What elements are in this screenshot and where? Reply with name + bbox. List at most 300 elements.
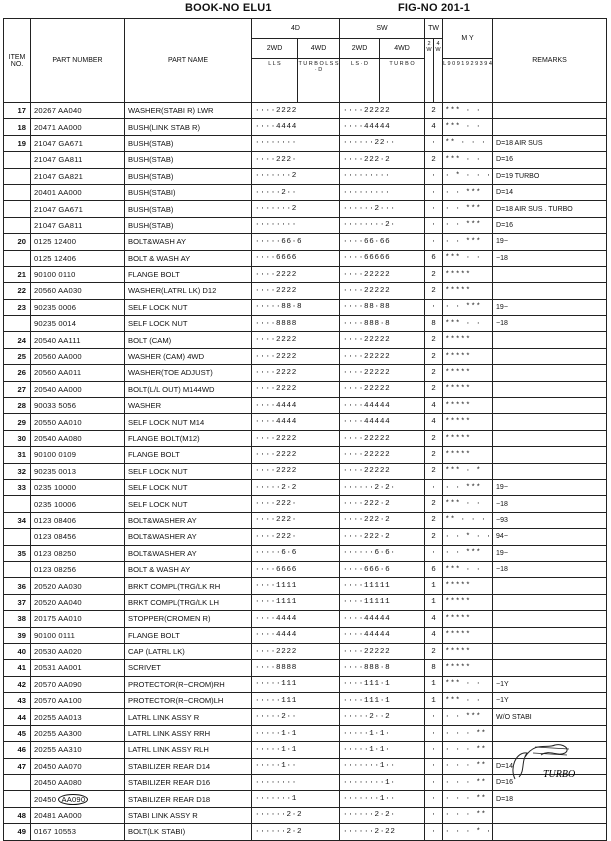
qty-4d: ····2222 bbox=[252, 381, 340, 397]
qty-sw: ····222·2 bbox=[340, 496, 425, 512]
model-years: *** · · bbox=[443, 250, 493, 266]
item-number: 38 bbox=[4, 611, 31, 627]
model-years: ***** bbox=[443, 381, 493, 397]
table-row bbox=[4, 807, 607, 823]
model-years: ***** bbox=[443, 283, 493, 299]
remarks: 19− bbox=[493, 545, 607, 561]
qty-tw: 2 bbox=[425, 266, 443, 282]
part-name: FLANGE BOLT(M12) bbox=[125, 430, 252, 446]
part-name: BOLT(LK STABI) bbox=[125, 824, 252, 840]
qty-4d: ·····1·· bbox=[252, 758, 340, 774]
item-number: 24 bbox=[4, 332, 31, 348]
table-row bbox=[4, 463, 607, 479]
qty-sw: ····666·6 bbox=[340, 561, 425, 577]
col-sw-4wd: 4WD bbox=[380, 39, 425, 59]
model-years: · · *** bbox=[443, 545, 493, 561]
remarks bbox=[493, 430, 607, 446]
part-name: SELF LOCK NUT bbox=[125, 479, 252, 495]
qty-tw: · bbox=[425, 168, 443, 184]
part-number: 0123 08406 bbox=[31, 512, 125, 528]
item-number: 45 bbox=[4, 725, 31, 741]
parts-table bbox=[3, 18, 607, 841]
part-number: 20471 AA000 bbox=[31, 119, 125, 135]
item-number bbox=[4, 168, 31, 184]
part-name: LATRL LINK ASSY R bbox=[125, 709, 252, 725]
model-years: *** · · bbox=[443, 316, 493, 332]
remarks bbox=[493, 627, 607, 643]
qty-4d: ·······2 bbox=[252, 168, 340, 184]
qty-tw: · bbox=[425, 201, 443, 217]
col-tw-4w: 4 W bbox=[434, 39, 443, 103]
qty-tw: 1 bbox=[425, 578, 443, 594]
part-name: BOLT&WASHER AY bbox=[125, 529, 252, 545]
model-years: ***** bbox=[443, 643, 493, 659]
part-number: 0123 08250 bbox=[31, 545, 125, 561]
qty-4d: ····222· bbox=[252, 529, 340, 545]
qty-4d: ····4444 bbox=[252, 398, 340, 414]
qty-sw: ····22222 bbox=[340, 348, 425, 364]
qty-4d: ····2222 bbox=[252, 463, 340, 479]
qty-tw: · bbox=[425, 479, 443, 495]
model-years: · · · * · bbox=[443, 824, 493, 840]
remarks bbox=[493, 660, 607, 676]
part-name: CAP (LATRL LK) bbox=[125, 643, 252, 659]
qty-sw: ····22222 bbox=[340, 103, 425, 119]
part-name: LATRL LINK ASSY RLH bbox=[125, 742, 252, 758]
item-number: 32 bbox=[4, 463, 31, 479]
col-4d-2wd-variants: L L S bbox=[252, 59, 298, 103]
part-name: STABILIZER REAR D16 bbox=[125, 775, 252, 791]
table-row bbox=[4, 660, 607, 676]
qty-4d: ·····2·· bbox=[252, 184, 340, 200]
table-row bbox=[4, 824, 607, 840]
qty-sw: ····44444 bbox=[340, 119, 425, 135]
qty-4d: ····1111 bbox=[252, 578, 340, 594]
remarks: D=18 AIR SUS . TURBO bbox=[493, 201, 607, 217]
remarks: −18 bbox=[493, 561, 607, 577]
remarks: −1Y bbox=[493, 676, 607, 692]
item-number: 47 bbox=[4, 758, 31, 774]
model-years: · · *** bbox=[443, 201, 493, 217]
item-number: 19 bbox=[4, 135, 31, 151]
qty-4d: ·····66·6 bbox=[252, 234, 340, 250]
model-years: *** · · bbox=[443, 119, 493, 135]
qty-4d: ·····111 bbox=[252, 693, 340, 709]
qty-sw: ······22·· bbox=[340, 135, 425, 151]
qty-tw: · bbox=[425, 824, 443, 840]
qty-4d: ····222· bbox=[252, 512, 340, 528]
remarks bbox=[493, 643, 607, 659]
part-name: BUSH(STAB) bbox=[125, 168, 252, 184]
qty-sw: ·····1·1· bbox=[340, 725, 425, 741]
qty-sw: ····22222 bbox=[340, 447, 425, 463]
col-group-my: M Y bbox=[443, 19, 493, 59]
item-number: 23 bbox=[4, 299, 31, 315]
qty-tw: 2 bbox=[425, 332, 443, 348]
item-number: 37 bbox=[4, 594, 31, 610]
table-row bbox=[4, 266, 607, 282]
item-number: 34 bbox=[4, 512, 31, 528]
part-name: BUSH(STABI) bbox=[125, 184, 252, 200]
qty-tw: 2 bbox=[425, 103, 443, 119]
qty-tw: 6 bbox=[425, 250, 443, 266]
part-number: 0125 12400 bbox=[31, 234, 125, 250]
qty-tw: 6 bbox=[425, 561, 443, 577]
part-number: 20267 AA040 bbox=[31, 103, 125, 119]
item-number: 42 bbox=[4, 676, 31, 692]
remarks: 94− bbox=[493, 529, 607, 545]
qty-4d: ····1111 bbox=[252, 594, 340, 610]
qty-4d: ········ bbox=[252, 135, 340, 151]
item-number: 29 bbox=[4, 414, 31, 430]
qty-sw: ····111·1 bbox=[340, 693, 425, 709]
remarks bbox=[493, 348, 607, 364]
table-row bbox=[4, 496, 607, 512]
table-row bbox=[4, 152, 607, 168]
qty-tw: 2 bbox=[425, 529, 443, 545]
item-number: 36 bbox=[4, 578, 31, 594]
part-number: 20450 AA070 bbox=[31, 758, 125, 774]
qty-tw: · bbox=[425, 234, 443, 250]
qty-sw: ·····1·1· bbox=[340, 742, 425, 758]
remarks bbox=[493, 578, 607, 594]
remarks: D=16 bbox=[493, 152, 607, 168]
qty-tw: · bbox=[425, 545, 443, 561]
qty-tw: 1 bbox=[425, 594, 443, 610]
remarks: 19− bbox=[493, 234, 607, 250]
col-remarks: REMARKS bbox=[493, 19, 607, 103]
qty-4d: ····2222 bbox=[252, 430, 340, 446]
qty-sw: ····66·66 bbox=[340, 234, 425, 250]
remarks: 19− bbox=[493, 299, 607, 315]
qty-sw: ····222·2 bbox=[340, 529, 425, 545]
remarks: D=14 bbox=[493, 184, 607, 200]
item-number: 43 bbox=[4, 693, 31, 709]
handwritten-annotation bbox=[505, 727, 577, 787]
model-years: *** · · bbox=[443, 152, 493, 168]
model-years: ***** bbox=[443, 447, 493, 463]
qty-sw: ····22222 bbox=[340, 365, 425, 381]
part-name: STABI LINK ASSY R bbox=[125, 807, 252, 823]
qty-4d: ····2222 bbox=[252, 283, 340, 299]
remarks: D=18 AIR SUS bbox=[493, 135, 607, 151]
qty-tw: · bbox=[425, 135, 443, 151]
col-part-number: PART NUMBER bbox=[31, 19, 125, 103]
remarks bbox=[493, 807, 607, 823]
part-name: WASHER(STABI R) LWR bbox=[125, 103, 252, 119]
model-years: ** · · · bbox=[443, 135, 493, 151]
table-row bbox=[4, 283, 607, 299]
qty-sw: ····44444 bbox=[340, 414, 425, 430]
item-number: 44 bbox=[4, 709, 31, 725]
qty-4d: ········ bbox=[252, 775, 340, 791]
item-number bbox=[4, 496, 31, 512]
remarks bbox=[493, 381, 607, 397]
part-name: BUSH(STAB) bbox=[125, 135, 252, 151]
qty-tw: · bbox=[425, 791, 443, 807]
part-name: SELF LOCK NUT M14 bbox=[125, 414, 252, 430]
model-years: ** · · · bbox=[443, 512, 493, 528]
table-row bbox=[4, 234, 607, 250]
table-row bbox=[4, 365, 607, 381]
item-number: 18 bbox=[4, 119, 31, 135]
part-number: 21047 GA811 bbox=[31, 152, 125, 168]
table-row bbox=[4, 381, 607, 397]
qty-tw: 2 bbox=[425, 365, 443, 381]
item-number: 22 bbox=[4, 283, 31, 299]
qty-tw: · bbox=[425, 725, 443, 741]
model-years: ***** bbox=[443, 266, 493, 282]
item-number: 46 bbox=[4, 742, 31, 758]
part-number: 0125 12406 bbox=[31, 250, 125, 266]
part-number: 20540 AA111 bbox=[31, 332, 125, 348]
qty-sw: ········· bbox=[340, 184, 425, 200]
table-row bbox=[4, 479, 607, 495]
remarks: −18 bbox=[493, 496, 607, 512]
qty-tw: · bbox=[425, 758, 443, 774]
model-years: ***** bbox=[443, 430, 493, 446]
item-number: 26 bbox=[4, 365, 31, 381]
table-row bbox=[4, 135, 607, 151]
model-years: · · · ** bbox=[443, 775, 493, 791]
model-years: · · · ** bbox=[443, 725, 493, 741]
part-name: BOLT&WASHER AY bbox=[125, 545, 252, 561]
qty-tw: · bbox=[425, 742, 443, 758]
part-name: BRKT COMPL(TRG/LK RH bbox=[125, 578, 252, 594]
qty-4d: ····2222 bbox=[252, 365, 340, 381]
part-name: BUSH(STAB) bbox=[125, 152, 252, 168]
part-name: BOLT & WASH AY bbox=[125, 250, 252, 266]
item-number bbox=[4, 529, 31, 545]
item-number: 21 bbox=[4, 266, 31, 282]
part-number: 20255 AA013 bbox=[31, 709, 125, 725]
col-4d-2wd: 2WD bbox=[252, 39, 298, 59]
qty-sw: ····44444 bbox=[340, 611, 425, 627]
model-years: · · *** bbox=[443, 299, 493, 315]
part-number: 20570 AA100 bbox=[31, 693, 125, 709]
part-number: 90235 0006 bbox=[31, 299, 125, 315]
item-number: 40 bbox=[4, 643, 31, 659]
part-number: 0235 10006 bbox=[31, 496, 125, 512]
table-row bbox=[4, 316, 607, 332]
model-years: *** · · bbox=[443, 693, 493, 709]
remarks: D=16 bbox=[493, 775, 607, 791]
part-number: 20560 AA000 bbox=[31, 348, 125, 364]
model-years: · · *** bbox=[443, 709, 493, 725]
qty-4d: ····4444 bbox=[252, 414, 340, 430]
qty-4d: ····2222 bbox=[252, 348, 340, 364]
remarks bbox=[493, 611, 607, 627]
table-row bbox=[4, 561, 607, 577]
qty-4d: ····222· bbox=[252, 152, 340, 168]
qty-4d: ····4444 bbox=[252, 627, 340, 643]
item-number: 25 bbox=[4, 348, 31, 364]
qty-4d: ·······1 bbox=[252, 791, 340, 807]
part-name: BRKT COMPL(TRG/LK LH bbox=[125, 594, 252, 610]
model-years: *** · · bbox=[443, 676, 493, 692]
table-row bbox=[4, 529, 607, 545]
qty-4d: ······2·2 bbox=[252, 807, 340, 823]
qty-sw: ······6·6· bbox=[340, 545, 425, 561]
qty-4d: ·····111 bbox=[252, 676, 340, 692]
remarks: 19− bbox=[493, 479, 607, 495]
table-row bbox=[4, 578, 607, 594]
item-number bbox=[4, 316, 31, 332]
part-number: 20175 AA010 bbox=[31, 611, 125, 627]
qty-sw: ····22222 bbox=[340, 283, 425, 299]
qty-4d: ·····88·8 bbox=[252, 299, 340, 315]
part-name: BOLT&WASH AY bbox=[125, 234, 252, 250]
table-row bbox=[4, 201, 607, 217]
table-row bbox=[4, 332, 607, 348]
model-years: · · · ** bbox=[443, 742, 493, 758]
part-name: BUSH(STAB) bbox=[125, 201, 252, 217]
remarks bbox=[493, 332, 607, 348]
part-name: BUSH(STAB) bbox=[125, 217, 252, 233]
qty-tw: 1 bbox=[425, 676, 443, 692]
table-row bbox=[4, 348, 607, 364]
item-number: 30 bbox=[4, 430, 31, 446]
qty-sw: ····22222 bbox=[340, 332, 425, 348]
table-row bbox=[4, 693, 607, 709]
qty-tw: · bbox=[425, 184, 443, 200]
table-row bbox=[4, 512, 607, 528]
col-group-4d: 4D bbox=[252, 19, 340, 39]
qty-4d: ·······2 bbox=[252, 201, 340, 217]
qty-4d: ····6666 bbox=[252, 250, 340, 266]
model-years: ***** bbox=[443, 332, 493, 348]
model-years: ***** bbox=[443, 414, 493, 430]
part-name: SELF LOCK NUT bbox=[125, 316, 252, 332]
part-name: LATRL LINK ASSY RRH bbox=[125, 725, 252, 741]
item-number: 49 bbox=[4, 824, 31, 840]
qty-sw: ····22222 bbox=[340, 463, 425, 479]
part-number: 20255 AA310 bbox=[31, 742, 125, 758]
table-row bbox=[4, 791, 607, 807]
part-number: 20450 AA080 bbox=[31, 775, 125, 791]
model-years: · · · ** bbox=[443, 758, 493, 774]
part-number: 90100 0109 bbox=[31, 447, 125, 463]
part-number: 0123 08256 bbox=[31, 561, 125, 577]
model-years: · · *** bbox=[443, 479, 493, 495]
qty-tw: 2 bbox=[425, 643, 443, 659]
part-number: 0167 10553 bbox=[31, 824, 125, 840]
qty-4d: ·····2·2 bbox=[252, 479, 340, 495]
table-row bbox=[4, 430, 607, 446]
table-row bbox=[4, 545, 607, 561]
item-number bbox=[4, 775, 31, 791]
qty-4d: ····2222 bbox=[252, 447, 340, 463]
col-sw-2wd-variants: L S · D bbox=[340, 59, 380, 103]
remarks: −18 bbox=[493, 316, 607, 332]
part-name: SELF LOCK NUT bbox=[125, 496, 252, 512]
qty-tw: 2 bbox=[425, 447, 443, 463]
qty-sw: ····66666 bbox=[340, 250, 425, 266]
col-item-no: ITEM NO. bbox=[4, 19, 31, 103]
remarks: −1Y bbox=[493, 693, 607, 709]
qty-sw: ····11111 bbox=[340, 594, 425, 610]
col-sw-4wd-variants: T U R B O bbox=[380, 59, 425, 103]
model-years: · · · ** bbox=[443, 791, 493, 807]
remarks bbox=[493, 266, 607, 282]
model-years: · · *** bbox=[443, 217, 493, 233]
table-row bbox=[4, 709, 607, 725]
col-tw-2w: 2 W bbox=[425, 39, 434, 103]
qty-sw: ·····2··2 bbox=[340, 709, 425, 725]
model-years: ***** bbox=[443, 365, 493, 381]
item-number bbox=[4, 791, 31, 807]
qty-tw: · bbox=[425, 775, 443, 791]
col-group-tw: TW bbox=[425, 19, 443, 39]
qty-4d: ····222· bbox=[252, 496, 340, 512]
qty-tw: · bbox=[425, 299, 443, 315]
part-name: SELF LOCK NUT bbox=[125, 463, 252, 479]
qty-sw: ····88·88 bbox=[340, 299, 425, 315]
part-name: BOLT&WASHER AY bbox=[125, 512, 252, 528]
qty-sw: ······2·2· bbox=[340, 807, 425, 823]
qty-4d: ····4444 bbox=[252, 611, 340, 627]
part-name: FLANGE BOLT bbox=[125, 447, 252, 463]
table-row bbox=[4, 643, 607, 659]
part-name: WASHER(LATRL LK) D12 bbox=[125, 283, 252, 299]
qty-sw: ····888·8 bbox=[340, 316, 425, 332]
remarks: W/O STABI bbox=[493, 709, 607, 725]
remarks: D=18 bbox=[493, 791, 607, 807]
part-name: STABILIZER REAR D14 bbox=[125, 758, 252, 774]
model-years: ***** bbox=[443, 594, 493, 610]
qty-sw: ······2··· bbox=[340, 201, 425, 217]
remarks bbox=[493, 119, 607, 135]
part-name: STOPPER(CROMEN R) bbox=[125, 611, 252, 627]
qty-tw: 4 bbox=[425, 627, 443, 643]
qty-4d: ········ bbox=[252, 217, 340, 233]
col-4d-4wd: 4WD bbox=[298, 39, 340, 59]
part-number: 90100 0110 bbox=[31, 266, 125, 282]
item-number: 17 bbox=[4, 103, 31, 119]
qty-tw: 1 bbox=[425, 693, 443, 709]
remarks bbox=[493, 103, 607, 119]
model-years: *** · · bbox=[443, 103, 493, 119]
qty-sw: ····888·8 bbox=[340, 660, 425, 676]
qty-sw: ······2·22 bbox=[340, 824, 425, 840]
part-number: 0235 10000 bbox=[31, 479, 125, 495]
qty-4d: ····4444 bbox=[252, 119, 340, 135]
qty-sw: ········· bbox=[340, 168, 425, 184]
remarks: D=16 bbox=[493, 217, 607, 233]
part-name: PROTECTOR(R−CROM)RH bbox=[125, 676, 252, 692]
qty-4d: ····6666 bbox=[252, 561, 340, 577]
qty-4d: ····8888 bbox=[252, 316, 340, 332]
qty-tw: 4 bbox=[425, 414, 443, 430]
remarks: D=14 bbox=[493, 758, 607, 774]
part-name: SCRIVET bbox=[125, 660, 252, 676]
remarks: −93 bbox=[493, 512, 607, 528]
remarks bbox=[493, 594, 607, 610]
qty-4d: ····2222 bbox=[252, 266, 340, 282]
part-number: 20531 AA001 bbox=[31, 660, 125, 676]
qty-4d: ·····1·1 bbox=[252, 742, 340, 758]
qty-tw: 8 bbox=[425, 660, 443, 676]
qty-sw: ····44444 bbox=[340, 398, 425, 414]
qty-sw: ····22222 bbox=[340, 643, 425, 659]
qty-tw: · bbox=[425, 217, 443, 233]
qty-4d: ····2222 bbox=[252, 103, 340, 119]
remarks bbox=[493, 283, 607, 299]
part-name: FLANGE BOLT bbox=[125, 266, 252, 282]
part-name: SELF LOCK NUT bbox=[125, 299, 252, 315]
qty-tw: · bbox=[425, 807, 443, 823]
part-name: STABILIZER REAR D18 bbox=[125, 791, 252, 807]
